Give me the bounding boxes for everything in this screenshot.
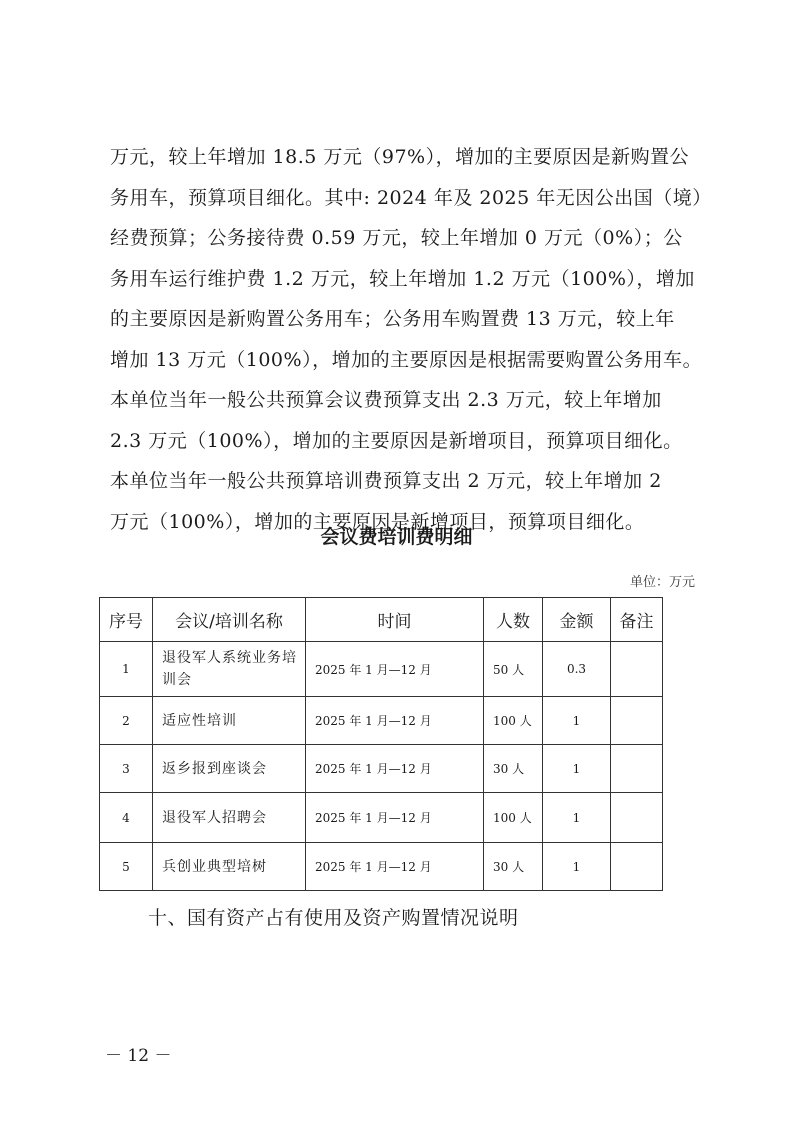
cell-no: 4 [100,793,153,843]
body-line: 本单位当年一般公共预算会议费预算支出 2.3 万元，较上年增加 [110,389,662,411]
table-row [100,745,663,793]
header-name: 会议/培训名称 [153,598,306,642]
body-line: 的主要原因是新购置公务用车；公务用车购置费 13 万元，较上年 [110,308,675,330]
cell-name: 兵创业典型培树 [153,843,306,891]
cell-no: 5 [100,843,153,891]
cell-no: 1 [100,642,153,697]
cell-name: 返乡报到座谈会 [153,745,306,793]
cell-note [611,745,663,793]
table-header-row [100,598,663,642]
table-row [100,793,663,843]
body-line: 务用车，预算项目细化。其中: 2024 年及 2025 年无因公出国（境） [110,186,712,209]
body-line: 万元，较上年增加 18.5 万元（97%），增加的主要原因是新购置公 [110,146,690,168]
body-line: 本单位当年一般公共预算培训费预算支出 2 万元，较上年增加 2 [110,470,662,492]
header-time: 时间 [306,598,484,642]
cell-amount: 1 [543,745,611,793]
body-line: 2.3 万元（100%），增加的主要原因是新增项目，预算项目细化。 [110,429,683,452]
cell-time: 2025 年 1 月—12 月 [306,793,484,843]
cell-note [611,697,663,745]
cell-amount: 1 [543,843,611,891]
unit-label: 单位：万元 [629,575,695,590]
cell-time: 2025 年 1 月—12 月 [306,642,484,697]
cell-time: 2025 年 1 月—12 月 [306,697,484,745]
body-line: 增加 13 万元（100%），增加的主要原因是根据需要购置公务用车。 [110,348,703,371]
cell-name: 退役军人招聘会 [153,793,306,843]
cell-note [611,793,663,843]
page-number: － 12 － [105,1046,172,1066]
cell-people: 30 人 [484,745,543,793]
body-line: 务用车运行维护费 1.2 万元，较上年增加 1.2 万元（100%），增加 [110,267,695,290]
meeting-training-fee-table [99,597,663,891]
cell-people: 100 人 [484,697,543,745]
section-heading: 十、国有资产占有使用及资产购置情况说明 [148,907,519,929]
header-no: 序号 [100,598,153,642]
table-row [100,697,663,745]
cell-note [611,843,663,891]
cell-time: 2025 年 1 月—12 月 [306,745,484,793]
cell-name: 适应性培训 [153,697,306,745]
header-amount: 金额 [543,598,611,642]
cell-amount: 1 [543,793,611,843]
cell-people: 50 人 [484,642,543,697]
header-note: 备注 [611,598,663,642]
header-people: 人数 [484,598,543,642]
cell-no: 3 [100,745,153,793]
table-title: 会议费培训费明细 [320,526,473,548]
table-row [100,642,663,697]
cell-people: 30 人 [484,843,543,891]
cell-amount: 0.3 [543,642,611,697]
body-paragraph [110,137,710,542]
cell-amount: 1 [543,697,611,745]
cell-time: 2025 年 1 月—12 月 [306,843,484,891]
cell-name: 退役军人系统业务培训会 [153,642,306,697]
table-row [100,843,663,891]
body-line: 万元（100%），增加的主要原因是新增项目，预算项目细化。 [110,510,645,533]
body-line: 经费预算；公务接待费 0.59 万元，较上年增加 0 万元（0%）；公 [110,227,683,249]
cell-people: 100 人 [484,793,543,843]
cell-note [611,642,663,697]
cell-no: 2 [100,697,153,745]
